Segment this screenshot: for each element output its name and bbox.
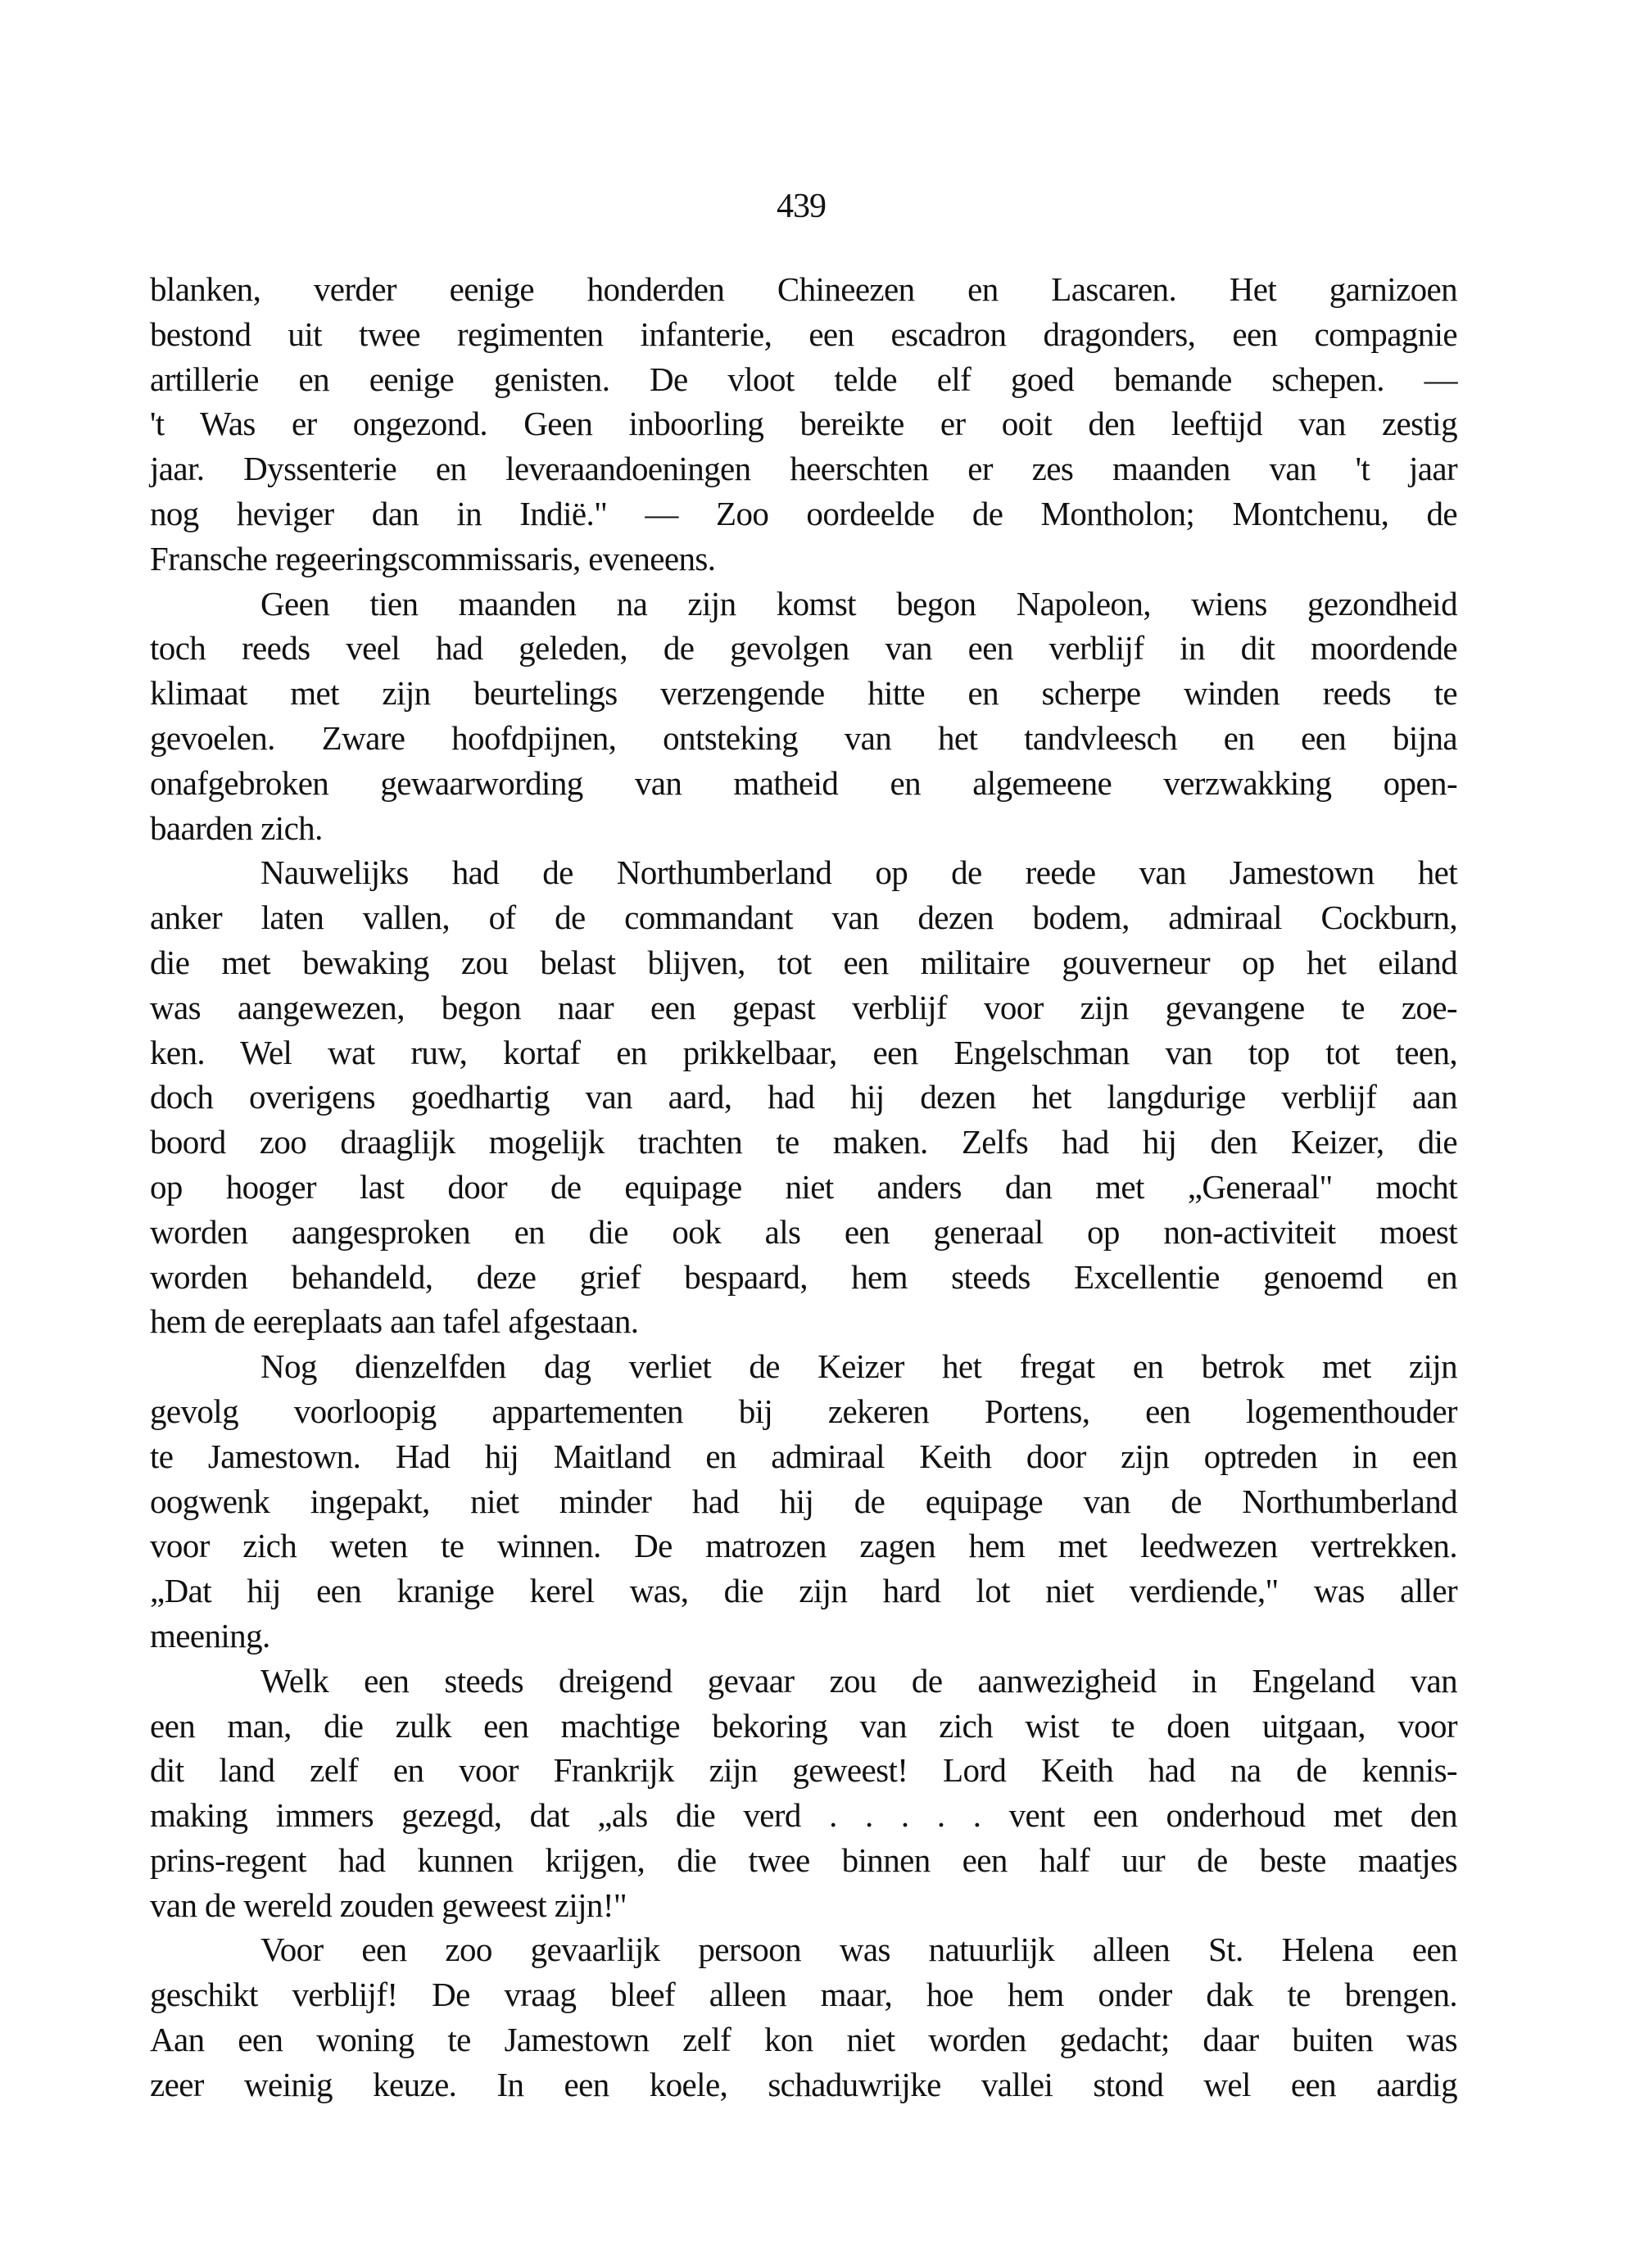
text-line-content: worden behandeld, deze grief bespaard, hem steeds Excellentie genoemd en — [150, 1257, 1457, 1296]
text-line-content: bestond uit twee regimenten infanterie, een escadron dragonders, een compagnie — [150, 315, 1457, 353]
text-line — [150, 401, 1457, 446]
text-line — [150, 357, 1457, 402]
text-line-content: Nauwelijks had de Northumberland op de reede van Jamestown het — [260, 853, 1457, 892]
text-line-content: making immers gezegd, dat „als die verd . . . . . vent een onderhoud met den — [150, 1796, 1457, 1835]
text-line-content: nog heviger dan in Indië." — Zoo oordeelde de Montholon; Montchenu, de — [150, 494, 1457, 532]
text-line-content: gevoelen. Zware hoofdpijnen, ontsteking van het tandvleesch en een bijna — [150, 718, 1457, 757]
text-line-content: Fransche regeeringscommissaris, eveneens. — [150, 539, 716, 577]
text-line-content: Aan een woning te Jamestown zelf kon niet worden gedacht; daar buiten was — [150, 2021, 1457, 2059]
text-line — [150, 1299, 1457, 1344]
text-line-content: blanken, verder eenige honderden Chineezen en Lascaren. Het garnizoen — [150, 270, 1457, 308]
page-number: 439 — [777, 188, 826, 225]
text-line-content: klimaat met zijn beurtelings verzengende hitte en scherpe winden reeds te — [150, 674, 1457, 713]
text-line — [150, 985, 1457, 1030]
text-line — [150, 1972, 1457, 2017]
text-line-content: gevolg voorloopig appartementen bij zekeren Portens, een logementhouder — [150, 1392, 1457, 1430]
text-line — [150, 491, 1457, 536]
body-text — [150, 267, 1457, 2107]
paragraph-first-line — [150, 1344, 1457, 1389]
text-line — [150, 626, 1457, 671]
text-line — [150, 536, 1457, 582]
text-line — [150, 1704, 1457, 1749]
text-line-content: meening. — [150, 1616, 270, 1655]
text-line — [150, 267, 1457, 312]
text-line-content: een man, die zulk een machtige bekoring van zich wist te doen uitgaan, voor — [150, 1706, 1457, 1745]
text-line-content: „Dat hij een kranige kerel was, die zijn hard lot niet verdiende," was aller — [150, 1572, 1457, 1610]
text-line — [150, 1434, 1457, 1479]
text-line — [150, 1793, 1457, 1838]
text-line-content: onafgebroken gewaarwording van matheid en algemeene verzwakking open- — [150, 763, 1457, 802]
text-line — [150, 1569, 1457, 1614]
text-line-content: ken. Wel wat ruw, kortaf en prikkelbaar, een Engelschman van top tot teen, — [150, 1033, 1457, 1071]
text-line-content: Geen tien maanden na zijn komst begon Napoleon, wiens gezondheid — [260, 584, 1457, 622]
text-line-content: was aangewezen, begon naar een gepast verblijf voor zijn gevangene te zoe- — [150, 988, 1457, 1026]
text-line-content: worden aangesproken en die ook als een generaal op non-activiteit moest — [150, 1212, 1457, 1251]
text-line — [150, 1389, 1457, 1434]
text-line-content: oogwenk ingepakt, niet minder had hij de equipage van de Northumberland — [150, 1482, 1457, 1520]
text-line — [150, 1838, 1457, 1883]
text-line — [150, 1523, 1457, 1569]
text-line-content: toch reeds veel had geleden, de gevolgen van een verblijf in dit moordende — [150, 629, 1457, 668]
text-line — [150, 940, 1457, 985]
text-line — [150, 1255, 1457, 1300]
text-line-content: artillerie en eenige genisten. De vloot telde elf goed bemande schepen. — — [150, 360, 1457, 398]
text-line — [150, 2017, 1457, 2062]
text-line-content: doch overigens goedhartig van aard, had hij dezen het langdurige verblijf aan — [150, 1078, 1457, 1116]
text-line-content: jaar. Dyssenterie en leveraandoeningen heerschten er zes maanden van 't jaar — [150, 450, 1457, 488]
paragraph-first-line — [150, 582, 1457, 627]
text-line-content: op hooger last door de equipage niet anders dan met „Generaal" mocht — [150, 1167, 1457, 1206]
text-line — [150, 446, 1457, 491]
text-line-content: te Jamestown. Had hij Maitland en admiraal Keith door zijn optreden in een — [150, 1437, 1457, 1475]
text-line-content: baarden zich. — [150, 808, 323, 847]
text-line — [150, 312, 1457, 357]
text-line — [150, 895, 1457, 940]
paragraph-first-line — [150, 1927, 1457, 1972]
text-line-content: Nog dienzelfden dag verliet de Keizer het fregat en betrok met zijn — [260, 1347, 1457, 1386]
text-line — [150, 761, 1457, 806]
text-line-content: Voor een zoo gevaarlijk persoon was natuurlijk alleen St. Helena een — [260, 1931, 1457, 1969]
text-line-content: hem de eereplaats aan tafel afgestaan. — [150, 1302, 639, 1341]
text-line — [150, 671, 1457, 716]
text-line-content: geschikt verblijf! De vraag bleef alleen maar, hoe hem onder dak te brengen. — [150, 1976, 1457, 2014]
text-line — [150, 806, 1457, 851]
paragraph-first-line — [150, 1659, 1457, 1704]
text-line — [150, 1614, 1457, 1659]
text-line-content: prins-regent had kunnen krijgen, die twee binnen een half uur de beste maatjes — [150, 1840, 1457, 1879]
text-line — [150, 1748, 1457, 1793]
paragraph-first-line — [150, 850, 1457, 895]
text-line — [150, 1210, 1457, 1255]
text-line-content: die met bewaking zou belast blijven, tot een militaire gouverneur op het eiland — [150, 943, 1457, 981]
text-line — [150, 1120, 1457, 1165]
text-line — [150, 1165, 1457, 1210]
text-line-content: anker laten vallen, of de commandant van dezen bodem, admiraal Cockburn, — [150, 899, 1457, 937]
text-line — [150, 1075, 1457, 1120]
text-line-content: voor zich weten te winnen. De matrozen zagen hem met leedwezen vertrekken. — [150, 1527, 1457, 1565]
text-line — [150, 1479, 1457, 1524]
text-line-content: boord zoo draaglijk mogelijk trachten te maken. Zelfs had hij den Keizer, die — [150, 1123, 1457, 1161]
text-line — [150, 2062, 1457, 2107]
text-line-content: zeer weinig keuze. In een koele, schaduwrijke vallei stond wel een aardig — [150, 2065, 1457, 2103]
text-line-content: van de wereld zouden geweest zijn!" — [150, 1885, 627, 1924]
text-line-content: 't Was er ongezond. Geen inboorling bereikte er ooit den leeftijd van zestig — [150, 405, 1457, 443]
text-line — [150, 1883, 1457, 1928]
text-line — [150, 1030, 1457, 1075]
text-line-content: Welk een steeds dreigend gevaar zou de aanwezigheid in Engeland van — [260, 1661, 1457, 1700]
text-line-content: dit land zelf en voor Frankrijk zijn geweest! Lord Keith had na de kennis- — [150, 1751, 1457, 1790]
text-line — [150, 716, 1457, 761]
